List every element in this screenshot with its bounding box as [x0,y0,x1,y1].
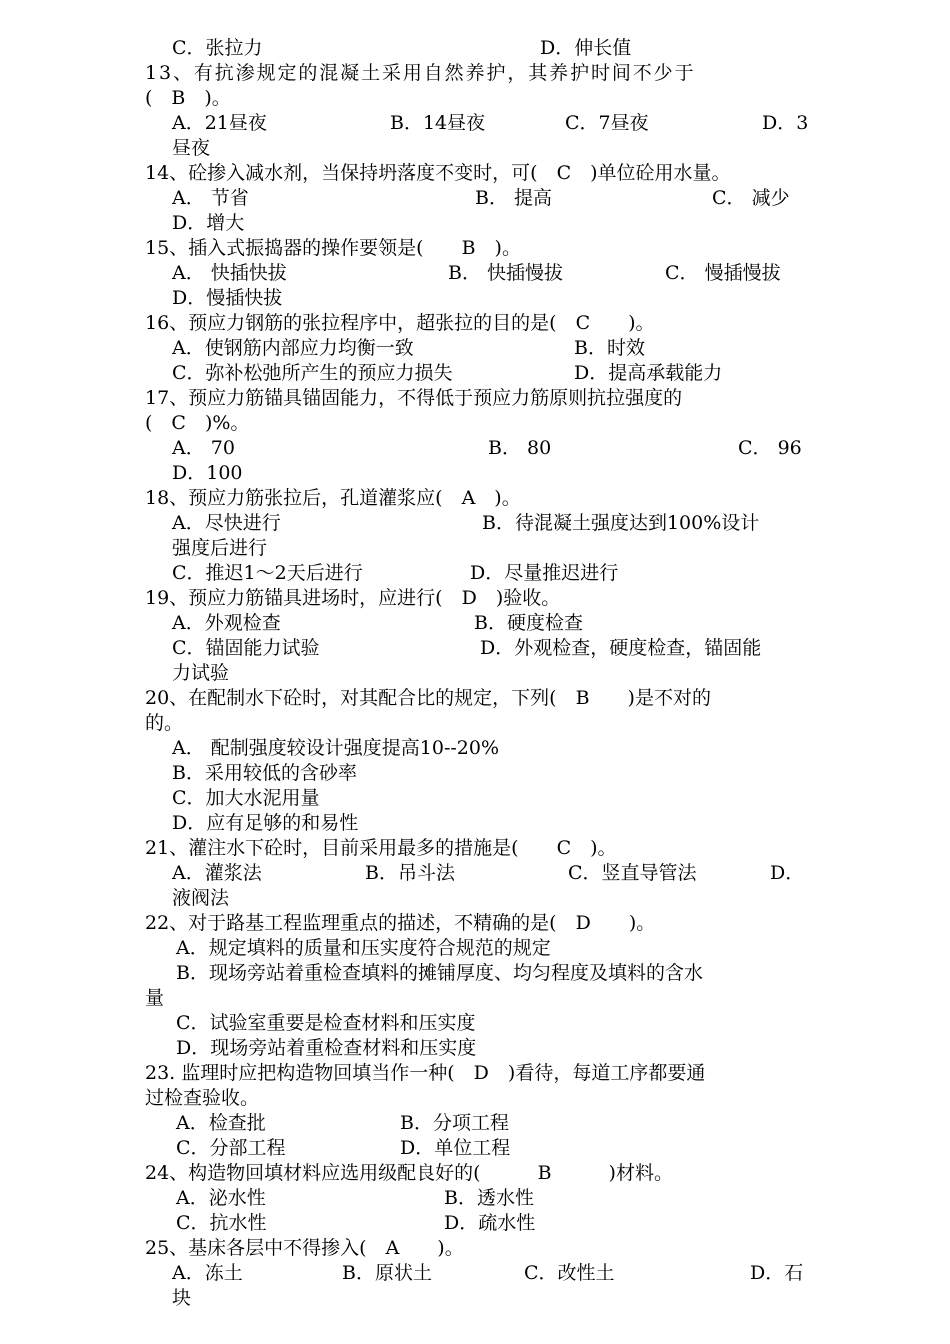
option-b: B．吊斗法 [365,862,455,884]
option-a: A．21昼夜 [172,112,267,134]
text-line: 液阀法 [172,887,230,909]
text-line: 的。 [145,712,184,734]
option-a: A．外观检查 [172,612,281,634]
question-24: 24、构造物回填材料应选用级配良好的( B )材料。 [145,1162,673,1184]
option-b: B．待混凝土强度达到100%设计 [482,512,760,534]
option-d: D．提高承载能力 [574,362,723,384]
text-line: ( B )。 [145,87,231,109]
question-18: 18、预应力筋张拉后，孔道灌浆应( A )。 [145,487,521,509]
text-line: D．伸长值 [540,37,632,59]
option-b: B． 快插慢拔 [448,262,564,284]
option-c: C． 减少 [712,187,790,209]
question-22: 22、对于路基工程监理重点的描述，不精确的是( D )。 [145,912,656,934]
text-line: C．张拉力 [172,37,263,59]
option-c: C．竖直导管法 [568,862,697,884]
option-a: A．检查批 [176,1112,266,1134]
text-line: 昼夜 [172,137,211,159]
option-a: A． 快插快拔 [172,262,287,284]
option-c: C．试验室重要是检查材料和压实度 [176,1012,476,1034]
option-d: D．单位工程 [400,1137,511,1159]
text-line: 量 [145,987,165,1009]
option-b: B．原状土 [342,1262,432,1284]
option-b: B．分项工程 [400,1112,509,1134]
text-line: 强度后进行 [172,537,268,559]
option-d: D．石 [750,1262,804,1284]
option-d: D．外观检查，硬度检查，锚固能 [480,637,762,659]
text-line: 力试验 [172,662,230,684]
option-a: A．使钢筋内部应力均衡一致 [172,337,414,359]
option-d: D． [770,862,805,884]
option-c: C． 慢插慢拔 [665,262,781,284]
option-c: C．推迟1～2天后进行 [172,562,363,584]
option-a: A．规定填料的质量和压实度符合规范的规定 [176,937,551,959]
text-line: 块 [172,1287,192,1309]
option-a: A． 节省 [172,187,249,209]
text-line: ( C )%。 [145,412,250,434]
option-c: C．改性土 [524,1262,615,1284]
option-d: D．疏水性 [444,1212,536,1234]
question-25: 25、基床各层中不得掺入( A )。 [145,1237,464,1259]
option-a: A．冻土 [172,1262,243,1284]
question-16: 16、预应力钢筋的张拉程序中，超张拉的目的是( C )。 [145,312,655,334]
text-line: 过检查验收。 [145,1087,260,1109]
option-d: D．现场旁站着重检查材料和压实度 [176,1037,477,1059]
option-c: C．弥补松弛所产生的预应力损失 [172,362,453,384]
question-20: 20、在配制水下砼时，对其配合比的规定，下列( B )是不对的 [145,687,711,709]
question-13: 13、有抗渗规定的混凝土采用自然养护，其养护时间不少于 [145,62,696,84]
option-b: B．14昼夜 [390,112,486,134]
option-b: B．时效 [574,337,645,359]
option-d: D．3 [762,112,809,134]
option-d: D．增大 [172,212,245,234]
option-d: D．慢插快拔 [172,287,283,309]
option-c: C．加大水泥用量 [172,787,320,809]
option-d: D．尽量推迟进行 [470,562,619,584]
option-a: A．灌浆法 [172,862,262,884]
option-b: B． 80 [488,437,552,459]
option-a: A． 70 [172,437,235,459]
question-23: 23. 监理时应把构造物回填当作一种( D )看待，每道工序都要通 [145,1062,706,1084]
option-b: B．现场旁站着重检查填料的摊铺厚度、均匀程度及填料的含水 [176,962,703,984]
option-b: B． 提高 [475,187,553,209]
option-a: A．尽快进行 [172,512,281,534]
question-19: 19、预应力筋锚具进场时，应进行( D )验收。 [145,587,561,609]
option-c: C．锚固能力试验 [172,637,320,659]
question-14: 14、砼掺入减水剂，当保持坍落度不变时，可( C )单位砼用水量。 [145,162,731,184]
option-a: A．泌水性 [176,1187,266,1209]
option-b: B．采用较低的含砂率 [172,762,357,784]
question-15: 15、插入式振捣器的操作要领是( B )。 [145,237,521,259]
question-17: 17、预应力筋锚具锚固能力，不得低于预应力筋原则抗拉强度的 [145,387,683,409]
option-b: B．硬度检查 [474,612,583,634]
option-a: A． 配制强度较设计强度提高10--20% [172,737,500,759]
option-c: C．分部工程 [176,1137,286,1159]
option-c: C．抗水性 [176,1212,267,1234]
option-d: D．100 [172,462,243,484]
question-21: 21、灌注水下砼时，目前采用最多的措施是( C )。 [145,837,617,859]
option-c: C． 96 [738,437,802,459]
option-c: C．7昼夜 [565,112,649,134]
option-d: D．应有足够的和易性 [172,812,359,834]
option-b: B．透水性 [444,1187,534,1209]
